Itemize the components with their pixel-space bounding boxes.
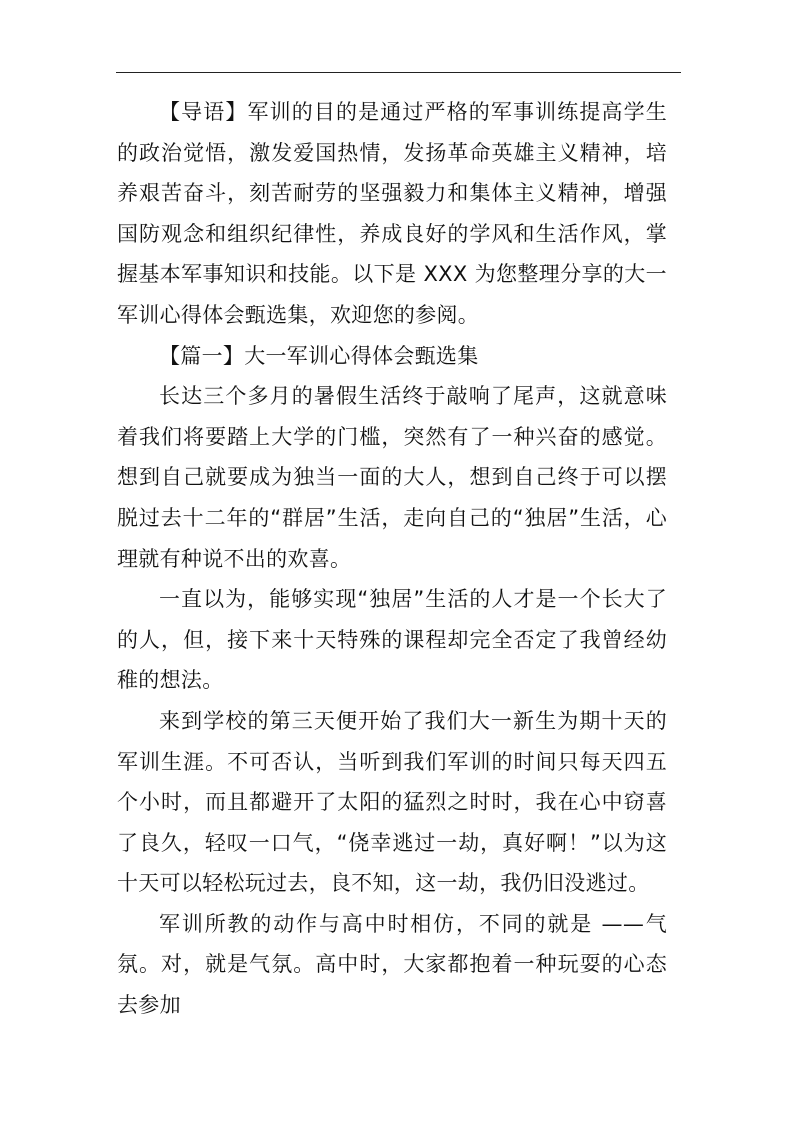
document-body — [117, 92, 667, 1026]
header-rule — [116, 72, 681, 73]
section-heading: 【篇一】大一军训心得体会甄选集 — [159, 343, 479, 368]
body-paragraph: 来到学校的第三天便开始了我们大一新生为期十天的军训生涯。不可否认，当听到我们军训的时间只每天四五个小时，而且都避开了太阳的猛烈之时时，我在心中窃喜了良久，轻叹一口气，“侥幸逃过一劫，真好啊！”以为这十天可以轻松玩过去，良不知，这一劫，我仍旧没逃过。 — [117, 708, 667, 896]
intro-paragraph: 【导语】军训的目的是通过严格的军事训练提高学生的政治觉悟，激发爱国热情，发扬革命英雄主义精神，培养艰苦奋斗，刻苦耐劳的坚强毅力和集体主义精神，增强国防观念和组织纪律性，养成良好的学风和生活作风，掌握基本军事知识和技能。以下是 XXX 为您整理分享的大一军训心得体会甄选集，欢迎您的参阅。 — [117, 100, 667, 327]
body-paragraph: 长达三个多月的暑假生活终于敲响了尾声，这就意味着我们将要踏上大学的门槛，突然有了一种兴奋的感觉。想到自己就要成为独当一面的大人，想到自己终于可以摆脱过去十二年的“群居”生活，走向自己的“独居”生活，心理就有种说不出的欢喜。 — [117, 384, 667, 571]
body-paragraph: 军训所教的动作与高中时相仿，不同的就是 ——气氛。对，就是气氛。高中时，大家都抱着一种玩耍的心态去参加 — [117, 911, 667, 1018]
body-paragraph: 一直以为，能够实现“独居”生活的人才是一个长大了的人，但，接下来十天特殊的课程却完全否定了我曾经幼稚的想法。 — [117, 587, 667, 693]
